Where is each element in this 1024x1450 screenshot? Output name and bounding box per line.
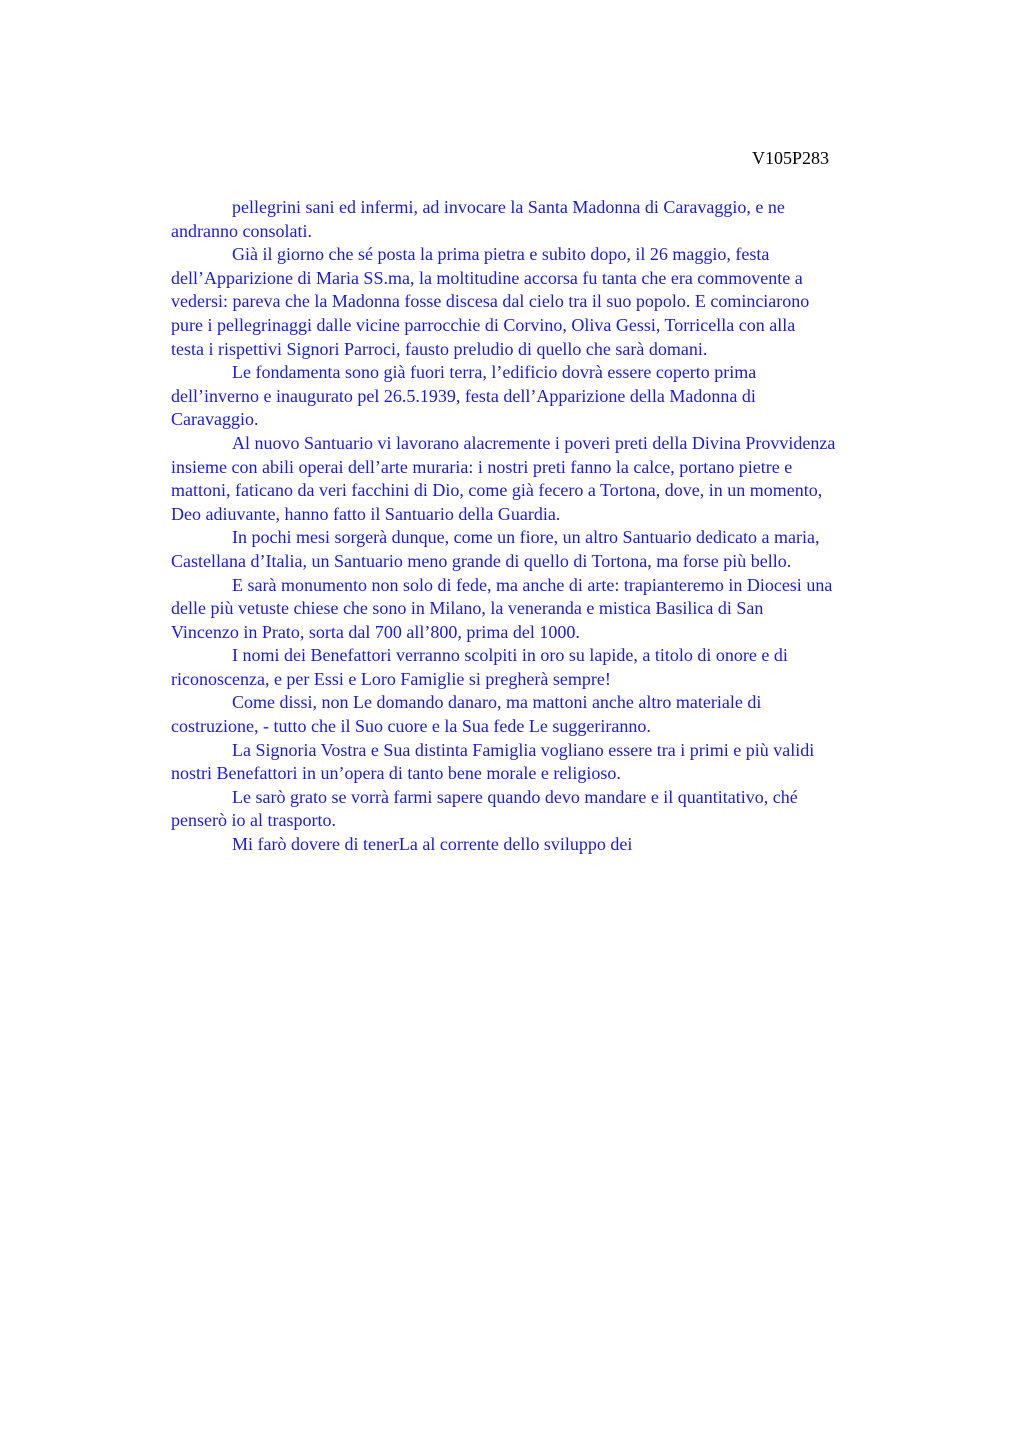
paragraph [171, 432, 931, 526]
text-line: Caravaggio. [171, 409, 259, 430]
text-line: testa i rispettivi Signori Parroci, fausto preludio di quello che sarà domani. [171, 338, 708, 359]
text-line: Le fondamenta sono già fuori terra, l’edificio dovrà essere coperto prima [232, 362, 757, 383]
page-reference: V105P283 [752, 148, 830, 168]
text-line: Già il giorno che sé posta la prima pietra e subito dopo, il 26 maggio, festa [232, 244, 770, 265]
text-line: Deo adiuvante, hanno fatto il Santuario della Guardia. [171, 503, 561, 524]
paragraph [171, 833, 931, 857]
text-line: mattoni, faticano da veri facchini di Dio, come già fecero a Tortona, dove, in un momento, [171, 480, 823, 501]
text-line: pure i pellegrinaggi dalle vicine parrocchie di Corvino, Oliva Gessi, Torricella con alla [171, 314, 796, 335]
text-line: andranno consolati. [171, 220, 312, 241]
text-line: dell’inverno e inaugurato pel 26.5.1939, festa dell’Apparizione della Madonna di [171, 385, 756, 406]
letter-body [171, 196, 931, 857]
text-line: pellegrini sani ed infermi, ad invocare la Santa Madonna di Caravaggio, e ne [232, 197, 785, 217]
paragraph [171, 644, 931, 691]
paragraph [171, 691, 931, 738]
text-line: delle più vetuste chiese che sono in Milano, la veneranda e mistica Basilica di San [171, 598, 764, 619]
paragraph [171, 574, 931, 645]
paragraph [171, 786, 931, 833]
text-line: Al nuovo Santuario vi lavorano alacremente i poveri preti della Divina Provvidenza [232, 432, 836, 453]
text-line: costruzione, - tutto che il Suo cuore e la Sua fede Le suggeriranno. [171, 716, 651, 737]
paragraph [171, 739, 931, 786]
text-line: Mi farò dovere di tenerLa al corrente dello sviluppo dei [232, 834, 633, 855]
text-line: Le sarò grato se vorrà farmi sapere quando devo mandare e il quantitativo, ché [232, 786, 798, 807]
text-line: vedersi: pareva che la Madonna fosse discesa dal cielo tra il suo popolo. E cominciarono [171, 291, 810, 312]
text-line: dell’Apparizione di Maria SS.ma, la moltitudine accorsa fu tanta che era commovente a [171, 267, 803, 288]
text-line: Vincenzo in Prato, sorta dal 700 all’800, prima del 1000. [171, 621, 580, 642]
text-line: I nomi dei Benefattori verranno scolpiti in oro su lapide, a titolo di onore e di [232, 645, 788, 666]
paragraph [171, 361, 931, 432]
text-line: Come dissi, non Le domando danaro, ma mattoni anche altro materiale di [232, 692, 762, 713]
text-line: penserò io al trasporto. [171, 810, 336, 831]
paragraph [171, 526, 931, 573]
paragraph [171, 196, 931, 243]
text-line: insieme con abili operai dell’arte muraria: i nostri preti fanno la calce, portano pietre e [171, 456, 793, 477]
text-line: In pochi mesi sorgerà dunque, come un fiore, un altro Santuario dedicato a maria, [232, 527, 820, 548]
text-line: La Signoria Vostra e Sua distinta Famiglia vogliano essere tra i primi e più validi [232, 739, 815, 760]
text-line: riconoscenza, e per Essi e Loro Famiglie si pregherà sempre! [171, 668, 611, 689]
text-line: E sarà monumento non solo di fede, ma anche di arte: trapianteremo in Diocesi una [232, 574, 833, 595]
text-line: Castellana d’Italia, un Santuario meno grande di quello di Tortona, ma forse più bello. [171, 550, 792, 571]
text-line: nostri Benefattori in un’opera di tanto bene morale e religioso. [171, 763, 621, 784]
paragraph [171, 243, 931, 361]
